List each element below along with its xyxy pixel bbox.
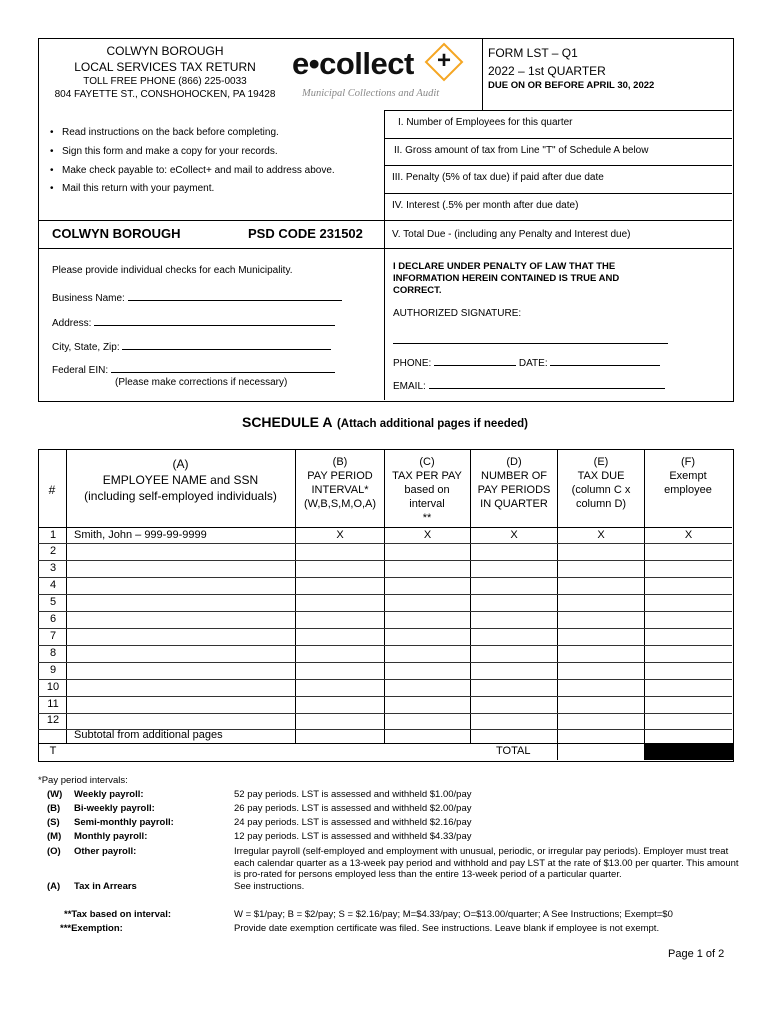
- col-f-label: Exempt employee: [664, 470, 712, 496]
- col-e-header: [562, 455, 640, 511]
- example-mark-b: X: [336, 529, 344, 541]
- interval-code: (W): [47, 789, 63, 800]
- example-mark-c: X: [423, 529, 432, 541]
- row-number: 9: [49, 664, 57, 676]
- t-row-label: T: [49, 745, 57, 757]
- logo-plus: +: [436, 47, 451, 74]
- col-c-header: [392, 455, 462, 525]
- corrections-note: (Please make corrections if necessary): [115, 377, 288, 388]
- row-number: 7: [49, 630, 57, 642]
- interval-desc: 12 pay periods. LST is assessed and withheld $4.33/pay: [234, 831, 472, 842]
- row-number: 11: [47, 698, 59, 710]
- col-e-letter: (E): [593, 456, 609, 468]
- interval-name: Bi-weekly payroll:: [74, 803, 155, 814]
- summary-line-2: II. Gross amount of tax from Line "T" of Schedule A below: [394, 145, 649, 156]
- example-employee-name[interactable]: Smith, John – 999-99-9999: [74, 529, 207, 541]
- federal-ein-field[interactable]: [52, 363, 335, 376]
- address-label: Address:: [52, 318, 92, 329]
- signature-label: AUTHORIZED SIGNATURE:: [393, 308, 522, 319]
- col-b-header: [300, 455, 380, 511]
- interval-desc: 26 pay periods. LST is assessed and withheld $2.00/pay: [234, 803, 472, 814]
- municipality-name: COLWYN BOROUGH: [52, 226, 181, 241]
- phone-field[interactable]: [393, 356, 660, 369]
- interval-code: (B): [47, 803, 61, 814]
- total-label: TOTAL: [496, 745, 531, 757]
- federal-ein-label: Federal EIN:: [52, 365, 109, 376]
- col-d-letter: (D): [506, 456, 522, 468]
- interval-desc: See instructions.: [234, 881, 305, 892]
- col-d-header: [476, 455, 552, 511]
- ecollect-logo: [292, 46, 472, 106]
- psd-code: PSD CODE 231502: [248, 226, 363, 241]
- row-number: 12: [46, 714, 60, 726]
- summary-line-1: I. Number of Employees for this quarter: [398, 117, 573, 128]
- interval-code: (A): [47, 881, 61, 892]
- page-number: Page 1 of 2: [668, 948, 725, 960]
- form-title: LOCAL SERVICES TAX RETURN: [74, 60, 256, 74]
- col-c-letter: (C): [419, 456, 435, 468]
- city-state-zip-field[interactable]: [52, 340, 331, 353]
- instruction-item: • Make check payable to: eCollect+ and mail to address above.: [62, 165, 335, 176]
- tax-based-label: **Tax based on interval:: [64, 909, 171, 920]
- schedule-title: [0, 414, 770, 432]
- interval-name: Other payroll:: [74, 846, 137, 857]
- date-label: DATE:: [518, 358, 548, 369]
- intervals-title: *Pay period intervals:: [38, 775, 128, 786]
- row-number: 4: [49, 579, 57, 591]
- row-number: 5: [49, 596, 57, 608]
- col-b-sub: (W,B,S,M,O,A): [303, 498, 377, 510]
- col-a-header: [66, 456, 295, 504]
- business-name-label: Business Name:: [52, 293, 125, 304]
- col-b-letter: (B): [332, 456, 348, 468]
- interval-name: Tax in Arrears: [74, 881, 137, 892]
- tax-based-desc: W = $1/pay; B = $2/pay; S = $2.16/pay; M=$4.33/pay; O=$13.00/quarter; A See Instructions; Exempt=$0: [234, 909, 673, 920]
- exempt-total-cell: [645, 743, 733, 760]
- instruction-item: • Sign this form and make a copy for your records.: [62, 146, 278, 157]
- borough-name: COLWYN BOROUGH: [106, 44, 224, 58]
- interval-name: Weekly payroll:: [74, 789, 144, 800]
- city-state-zip-label: City, State, Zip:: [52, 342, 120, 353]
- interval-code: (S): [47, 817, 60, 828]
- example-mark-e: X: [597, 529, 605, 541]
- summary-line-4: IV. Interest (.5% per month after due date): [392, 200, 579, 211]
- subtotal-label: Subtotal from additional pages: [74, 729, 223, 741]
- row-number: 2: [49, 545, 57, 557]
- exemption-label: ***Exemption:: [60, 923, 123, 934]
- summary-line-3: III. Penalty (5% of tax due) if paid after due date: [392, 172, 604, 183]
- col-e-sub: (column C x column D): [571, 484, 631, 510]
- col-num-header: #: [48, 483, 56, 497]
- declaration-text: I DECLARE UNDER PENALTY OF LAW THAT THE INFORMATION HEREIN CONTAINED IS TRUE AND CORRECT.: [393, 261, 620, 296]
- due-date: DUE ON OR BEFORE APRIL 30, 2022: [488, 80, 655, 91]
- business-name-field[interactable]: [52, 291, 342, 304]
- example-mark-d: X: [510, 529, 518, 541]
- col-a-label: EMPLOYEE NAME and SSN: [102, 473, 259, 487]
- col-a-letter: (A): [172, 457, 189, 471]
- email-field[interactable]: [393, 379, 665, 392]
- phone-number: TOLL FREE PHONE (866) 225-0033: [83, 76, 247, 87]
- col-f-letter: (F): [680, 456, 696, 468]
- row-number: 3: [49, 562, 57, 574]
- col-f-header: [648, 455, 728, 497]
- instruction-item: • Read instructions on the back before completing.: [62, 127, 279, 138]
- logo-tagline: Municipal Collections and Audit: [302, 88, 440, 99]
- interval-name: Semi-monthly payroll:: [74, 817, 174, 828]
- col-e-label: TAX DUE: [577, 470, 625, 482]
- quarter-label: 2022 – 1st QUARTER: [488, 64, 606, 78]
- instruction-item: • Mail this return with your payment.: [62, 183, 214, 194]
- col-c-label: TAX PER PAY based on interval: [392, 470, 462, 510]
- row-number: 10: [46, 681, 60, 693]
- municipality-note: Please provide individual checks for each Municipality.: [52, 265, 293, 276]
- example-mark-f: X: [684, 529, 693, 541]
- logo-text: e•collect: [292, 46, 414, 81]
- schedule-title-main: SCHEDULE A: [241, 414, 333, 430]
- row-number: 1: [49, 529, 57, 541]
- col-c-sub: **: [422, 512, 432, 524]
- interval-desc: Irregular payroll (self-employed and employment with unusual, periodic, or irregular pay periods). Employer must treat each calendar quarter as a 13-week pay period and withhold and pay LST at the rate of $13.00 per quarter. This amount is pro-rated for persons employed less than the entire 13-week period of a particular quarter.: [234, 846, 739, 880]
- interval-name: Monthly payroll:: [74, 831, 148, 842]
- col-a-sub: (including self-employed individuals): [84, 489, 277, 503]
- interval-code: (M): [47, 831, 62, 842]
- mailing-address: 804 FAYETTE ST., CONSHOHOCKEN, PA 19428: [54, 89, 276, 100]
- col-d-label: NUMBER OF PAY PERIODS IN QUARTER: [477, 470, 551, 510]
- interval-desc: 24 pay periods. LST is assessed and withheld $2.16/pay: [234, 817, 472, 828]
- interval-desc: 52 pay periods. LST is assessed and withheld $1.00/pay: [234, 789, 472, 800]
- address-field[interactable]: [52, 316, 335, 329]
- phone-label: PHONE:: [393, 358, 432, 369]
- row-number: 6: [49, 613, 57, 625]
- col-b-label: PAY PERIOD INTERVAL*: [307, 470, 373, 496]
- form-id: FORM LST – Q1: [488, 46, 578, 60]
- interval-code: (O): [47, 846, 61, 857]
- summary-line-5: V. Total Due - (including any Penalty and Interest due): [392, 229, 631, 240]
- email-label: EMAIL:: [393, 381, 426, 392]
- schedule-subtitle: (Attach additional pages if needed): [336, 418, 528, 430]
- signature-line[interactable]: [393, 343, 668, 344]
- exemption-desc: Provide date exemption certificate was filed. See instructions. Leave blank if employee is not exempt.: [234, 923, 660, 934]
- row-number: 8: [49, 647, 57, 659]
